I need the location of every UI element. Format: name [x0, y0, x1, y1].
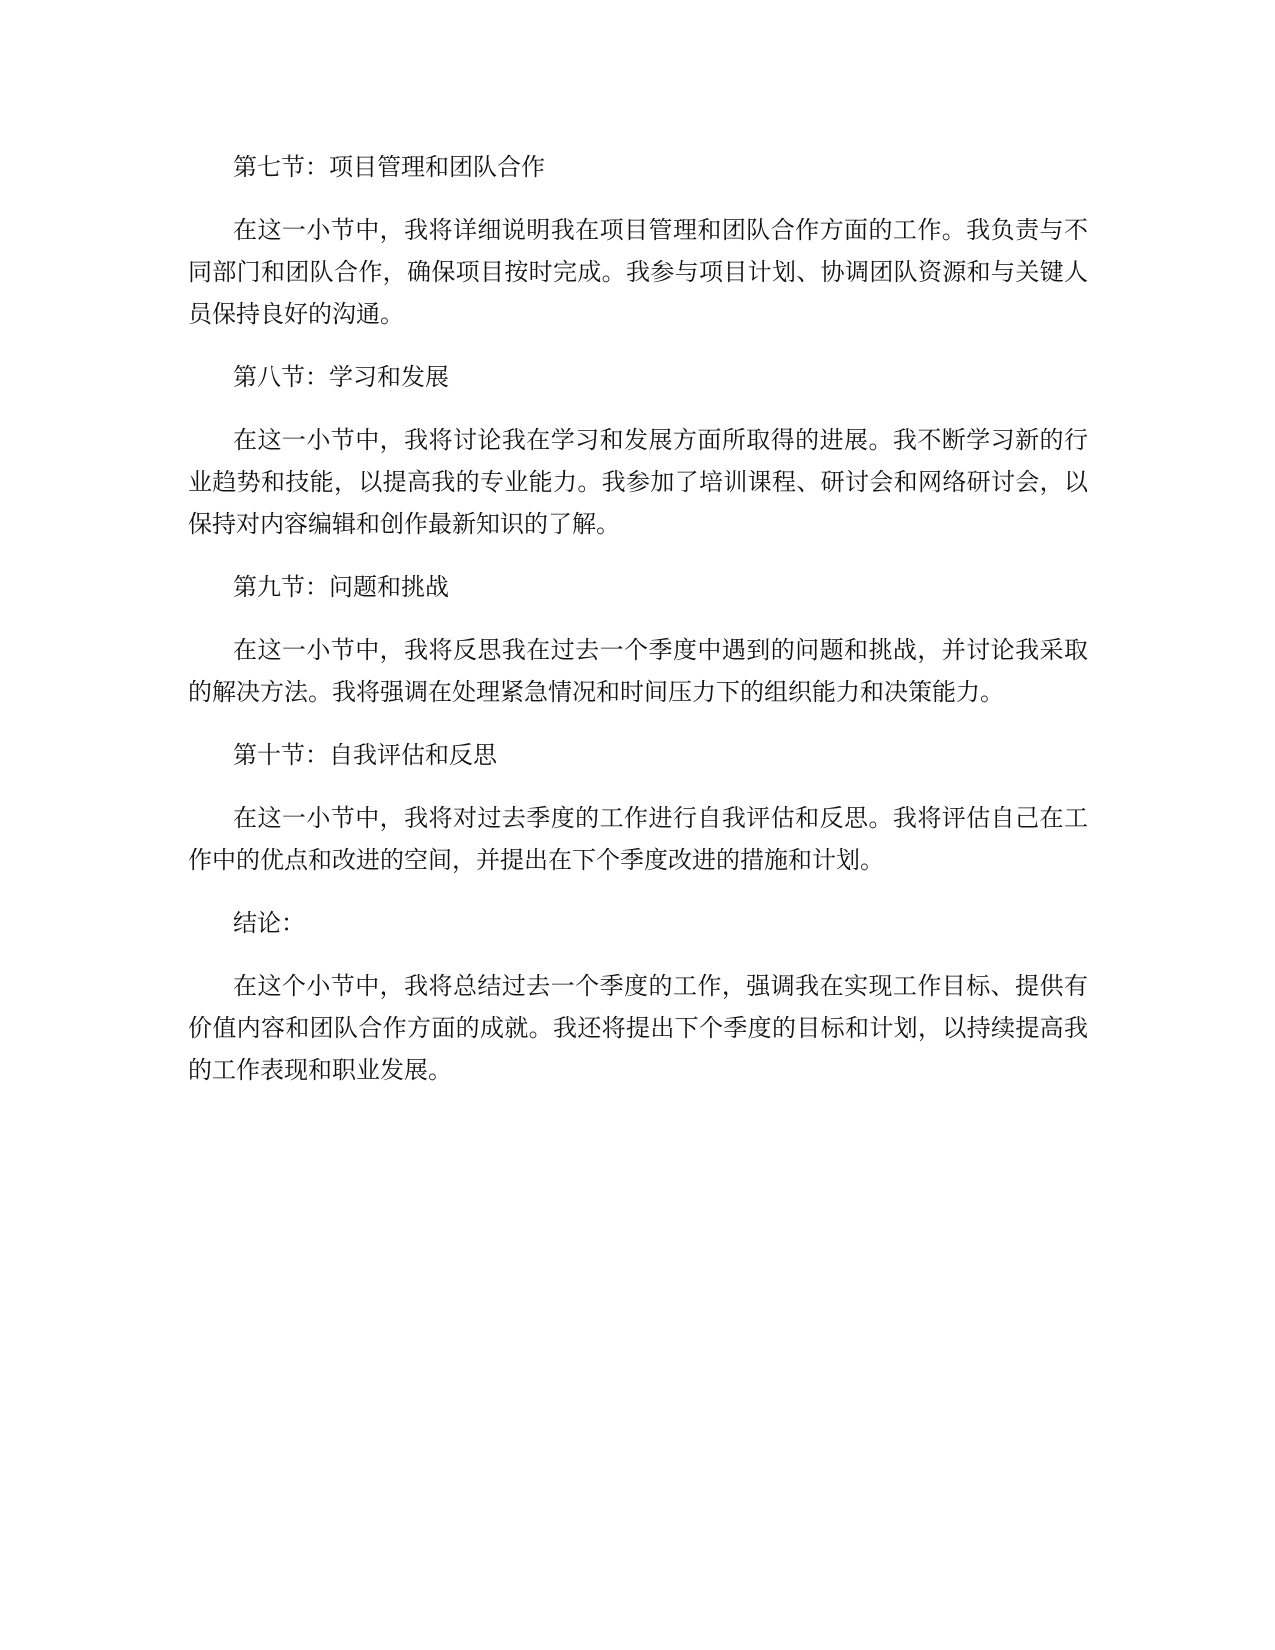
conclusion-paragraph: 在这个小节中，我将总结过去一个季度的工作，强调我在实现工作目标、提供有价值内容和团队合作方面的成就。我还将提出下个季度的目标和计划，以持续提高我的工作表现和职业发展。 [188, 972, 1088, 1084]
section-paragraph-8: 在这一小节中，我将讨论我在学习和发展方面所取得的进展。我不断学习新的行业趋势和技能，以提高我的专业能力。我参加了培训课程、研讨会和网络研讨会，以保持对内容编辑和创作最新知识的了解。 [188, 426, 1088, 538]
section-paragraph-7: 在这一小节中，我将详细说明我在项目管理和团队合作方面的工作。我负责与不同部门和团队合作，确保项目按时完成。我参与项目计划、协调团队资源和与关键人员保持良好的沟通。 [188, 216, 1088, 328]
conclusion-heading: 结论： [233, 909, 305, 937]
section-heading-8: 第八节：学习和发展 [233, 363, 449, 391]
section-paragraph-9: 在这一小节中，我将反思我在过去一个季度中遇到的问题和挑战，并讨论我采取的解决方法。我将强调在处理紧急情况和时间压力下的组织能力和决策能力。 [188, 636, 1088, 706]
section-heading-10: 第十节：自我评估和反思 [233, 741, 497, 769]
section-paragraph-10: 在这一小节中，我将对过去季度的工作进行自我评估和反思。我将评估自己在工作中的优点和改进的空间，并提出在下个季度改进的措施和计划。 [188, 804, 1088, 874]
section-heading-7: 第七节：项目管理和团队合作 [233, 153, 545, 181]
section-heading-9: 第九节：问题和挑战 [233, 573, 449, 601]
document-body [188, 146, 1088, 1112]
